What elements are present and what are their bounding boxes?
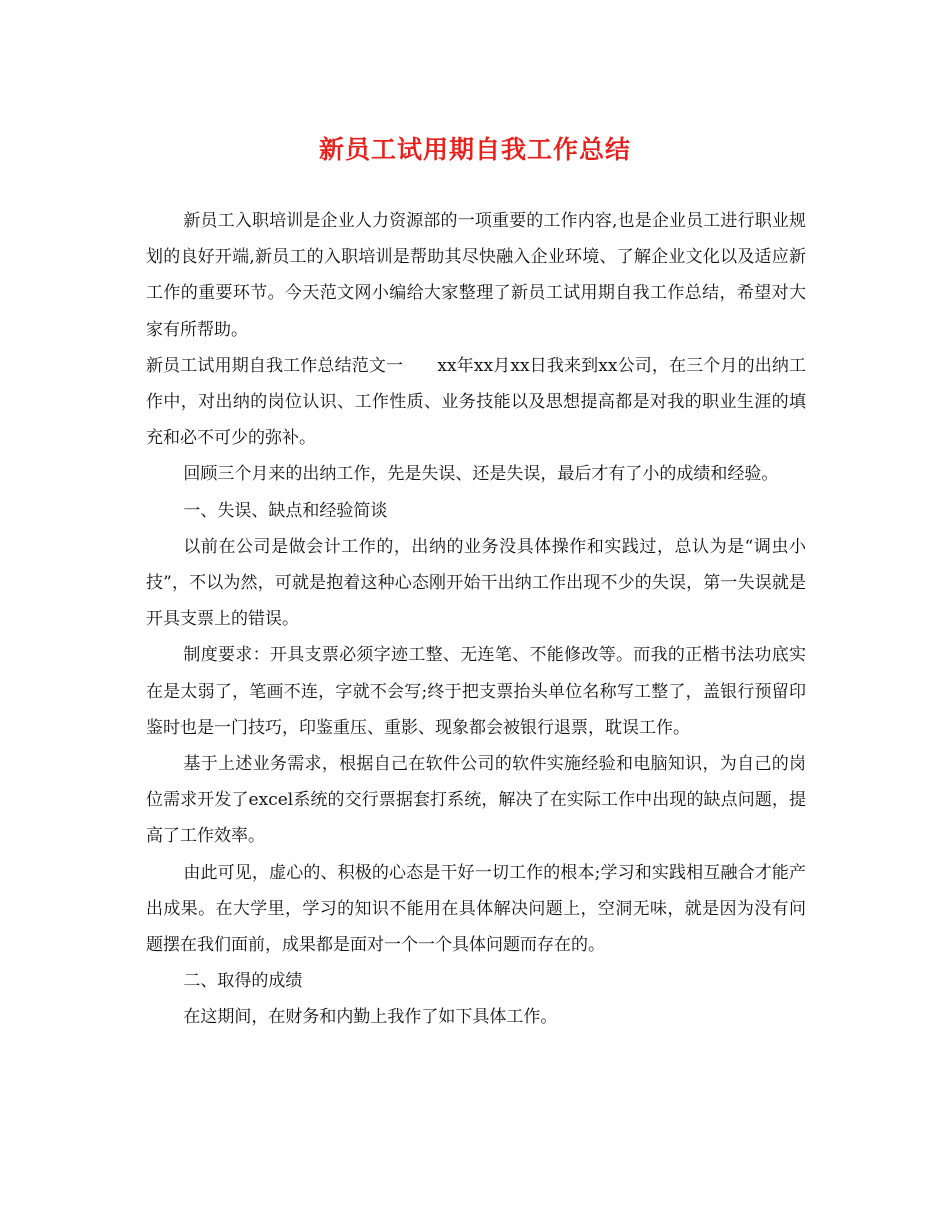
paragraph-intro: 新员工入职培训是企业人力资源部的一项重要的工作内容,也是企业员工进行职业规划的良好开端,新员工的入职培训是帮助其尽快融入企业环境、了解企业文化以及适应新工作的重要环节。今天范文网小编给大家整理了新员工试用期自我工作总结，希望对大家有所帮助。 [146, 211, 806, 340]
paragraph-attitude: 由此可见，虚心的、积极的心态是干好一切工作的根本;学习和实践相互融合才能产出成果。在大学里，学习的知识不能用在具体解决问题上，空洞无味，就是因为没有问题摆在我们面前，成果都是面对一个一个具体问题而存在的。 [146, 862, 806, 956]
paragraph-previous-work: 以前在公司是做会计工作的，出纳的业务没具体操作和实践过，总认为是“调虫小技”，不以为然，可就是抱着这种心态刚开始干出纳工作出现不少的失误，第一失误就是开具支票上的错误。 [146, 536, 806, 630]
document-title: 新员工试用期自我工作总结 [318, 135, 631, 164]
paragraph-sample-one: 新员工试用期自我工作总结范文一 xx年xx月xx日我来到xx公司，在三个月的出纳工作中，对出纳的岗位认识、工作性质、业务技能以及思想提高都是对我的职业生涯的填充和必不可少的弥补。 [146, 355, 806, 449]
paragraph-solution: 基于上述业务需求，根据自己在软件公司的软件实施经验和电脑知识，为自己的岗位需求开发了excel系统的交行票据套打系统，解决了在实际工作中出现的缺点问题，提高了工作效率。 [146, 754, 806, 847]
paragraph-review: 回顾三个月来的出纳工作，先是失误、还是失误，最后才有了小的成绩和经验。 [183, 464, 779, 485]
paragraph-rules: 制度要求：开具支票必须字迹工整、无连笔、不能修改等。而我的正楷书法功底实在是太弱了，笔画不连，字就不会写;终于把支票抬头单位名称写工整了，盖银行预留印鉴时也是一门技巧，印鉴重压、重影、现象都会被银行退票，耽误工作。 [146, 645, 806, 738]
paragraph-tasks: 在这期间，在财务和内勤上我作了如下具体工作。 [183, 1007, 558, 1028]
section-heading-mistakes: 一、失误、缺点和经验简谈 [183, 500, 388, 521]
section-heading-achievements: 二、取得的成绩 [183, 971, 303, 992]
document-body [146, 203, 806, 1036]
